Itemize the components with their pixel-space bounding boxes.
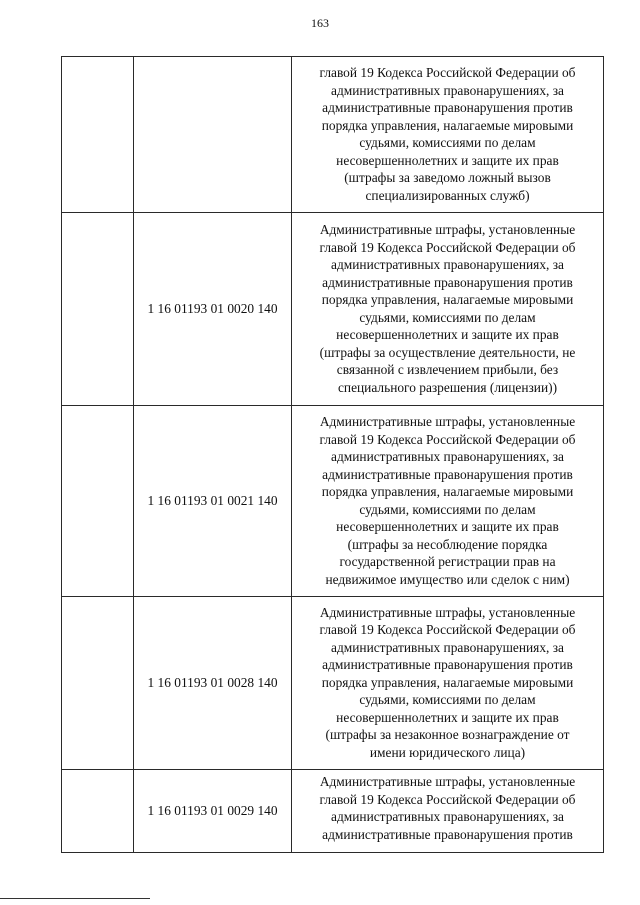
budget-code-cell: 1 16 01193 01 0021 140: [134, 406, 292, 597]
description-line: главой 19 Кодекса Российской Федерации об: [319, 431, 576, 447]
description-line: главой 19 Кодекса Российской Федерации об: [319, 622, 576, 638]
empty-cell: [62, 213, 134, 406]
description-cell: [292, 57, 604, 213]
description-line: главой 19 Кодекса Российской Федерации об: [319, 239, 576, 255]
description-line: административные правонарушения против: [322, 466, 573, 482]
description-line: специализированных служб): [365, 187, 530, 203]
description-line: административных правонарушениях, за: [331, 449, 564, 464]
description-line: Административные штрафы, установленные: [319, 222, 576, 237]
description-line: главой 19 Кодекса Российской Федерации об: [319, 65, 576, 80]
description-line: порядка управления, налагаемые мировыми: [321, 117, 574, 133]
footnote-rule: [0, 898, 150, 899]
description-line: несовершеннолетних и защите их прав: [336, 327, 559, 342]
description-line: административные правонарушения против: [322, 100, 573, 115]
description-line: главой 19 Кодекса Российской Федерации об: [319, 791, 576, 807]
description-line: административные правонарушения против: [322, 274, 573, 290]
description-line: Административные штрафы, установленные: [319, 604, 576, 620]
empty-cell: [62, 406, 134, 597]
table-row: [62, 770, 604, 853]
description-line: имени юридического лица): [369, 744, 526, 760]
description-line: связанной с извлечением прибыли, без: [336, 362, 559, 377]
description-line: административных правонарушениях, за: [331, 257, 564, 272]
description-line: Административные штрафы, установленные: [319, 774, 576, 789]
description-line: несовершеннолетних и защите их прав: [336, 519, 559, 534]
table-row: [62, 597, 604, 770]
budget-code-cell: 1 16 01193 01 0028 140: [134, 597, 292, 770]
description-line: (штрафы за заведомо ложный вызов: [344, 170, 551, 185]
description-line: (штрафы за несоблюдение порядка: [347, 536, 548, 552]
table-row: [62, 57, 604, 213]
description-cell: [292, 213, 604, 406]
empty-cell: [62, 770, 134, 853]
description-line: несовершеннолетних и защите их прав: [336, 709, 559, 725]
description-line: порядка управления, налагаемые мировыми: [321, 292, 574, 307]
description-cell: [292, 406, 604, 597]
table-row: [62, 213, 604, 406]
description-line: порядка управления, налагаемые мировыми: [321, 674, 574, 690]
fines-table: [61, 56, 604, 853]
description-line: административных правонарушениях, за: [331, 809, 564, 824]
description-line: несовершеннолетних и защите их прав: [336, 152, 559, 168]
budget-code-cell: 1 16 01193 01 0029 140: [134, 770, 292, 853]
description-line: судьями, комиссиями по делам: [359, 309, 536, 325]
budget-code-cell: [134, 57, 292, 213]
empty-cell: [62, 57, 134, 213]
description-line: судьями, комиссиями по делам: [359, 692, 536, 708]
budget-code-cell: 1 16 01193 01 0020 140: [134, 213, 292, 406]
description-line: специального разрешения (лицензии)): [337, 379, 558, 395]
description-line: государственной регистрации прав на: [339, 554, 556, 569]
description-cell: [292, 597, 604, 770]
description-line: судьями, комиссиями по делам: [359, 501, 536, 517]
description-line: Административные штрафы, установленные: [319, 414, 576, 429]
page-number: 163: [311, 16, 329, 30]
empty-cell: [62, 597, 134, 770]
description-line: административных правонарушениях, за: [331, 639, 564, 655]
description-line: административные правонарушения против: [322, 826, 573, 842]
description-line: административные правонарушения против: [322, 657, 573, 673]
description-line: недвижимое имущество или сделок с ним): [325, 571, 570, 587]
description-line: порядка управления, налагаемые мировыми: [321, 484, 574, 499]
description-line: (штрафы за незаконное вознаграждение от: [325, 727, 570, 743]
description-line: административных правонарушениях, за: [331, 82, 564, 98]
description-line: (штрафы за осуществление деятельности, не: [319, 344, 576, 360]
description-cell: [292, 770, 604, 853]
table-row: [62, 406, 604, 597]
description-line: судьями, комиссиями по делам: [359, 135, 536, 150]
